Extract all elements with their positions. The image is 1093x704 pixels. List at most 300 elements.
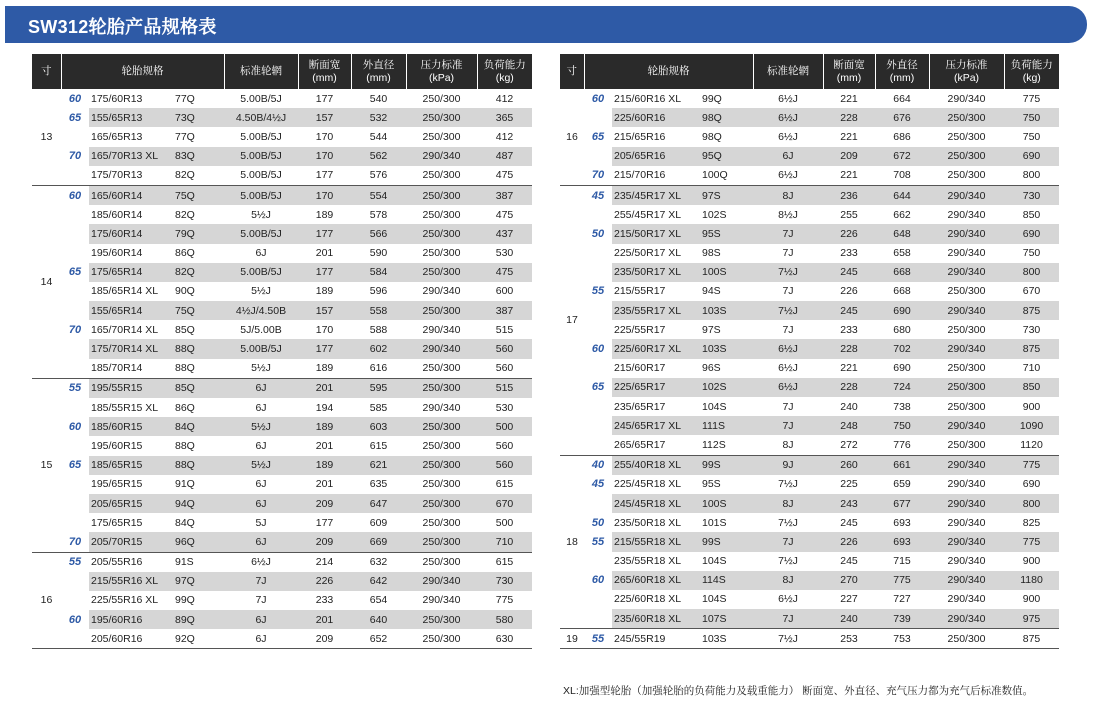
rim-cell: 6½J [778, 169, 798, 182]
outer-diameter-cell: 584 [351, 263, 406, 282]
pressure-cell: 290/340 [929, 224, 1004, 243]
rim-cell: 8J [753, 494, 823, 513]
outer-diameter-cell: 668 [893, 285, 911, 298]
table-row [32, 532, 532, 552]
table-row [560, 205, 1059, 224]
section-width-cell: 226 [298, 572, 351, 591]
table-row [560, 455, 1059, 475]
section-width-cell: 189 [298, 456, 351, 475]
table-row [32, 108, 532, 127]
outer-diameter-cell: 554 [351, 185, 406, 205]
load-index-cell: 98Q [702, 130, 722, 143]
section-width-cell: 209 [823, 147, 875, 166]
section-width-cell: 228 [823, 339, 875, 358]
rim-cell: 5.00B/5J [240, 130, 282, 143]
pressure-cell: 250/300 [929, 378, 1004, 397]
section-width-cell: 177 [298, 263, 351, 282]
load-index-cell: 75Q [175, 185, 224, 205]
pressure-cell: 290/340 [406, 147, 477, 166]
table-row [560, 147, 1059, 166]
load-index-cell: 88Q [175, 362, 195, 375]
load-cell: 560 [495, 439, 514, 452]
table-row [32, 359, 532, 379]
load-cell: 800 [1004, 263, 1059, 282]
outer-diameter-cell: 661 [875, 455, 929, 475]
rim-cell: 7J [782, 285, 794, 298]
pressure-cell: 290/340 [929, 185, 1004, 205]
page-title: SW312轮胎产品规格表 [28, 17, 217, 37]
rim-inch-cell: 13 [32, 89, 61, 185]
pressure-cell: 290/340 [929, 494, 1004, 513]
load-index-cell: 82Q [175, 263, 224, 282]
size-cell: 225/60R18 XL [614, 593, 682, 606]
section-width-cell: 209 [298, 494, 351, 513]
rim-cell: 6J [224, 494, 298, 513]
table-row [32, 205, 532, 224]
size-cell: 185/65R15 [89, 456, 175, 475]
left-spec-table [32, 54, 532, 649]
table-row [560, 552, 1059, 571]
size-cell: 215/60R16 XL [614, 92, 682, 105]
section-width-cell: 189 [315, 285, 334, 298]
size-cell: 165/60R14 [89, 185, 175, 205]
load-index-cell: 91S [175, 552, 224, 572]
section-width-cell: 248 [823, 416, 875, 435]
aspect-series-cell [61, 572, 89, 591]
aspect-series-cell [584, 397, 612, 416]
outer-diameter-cell: 776 [893, 438, 911, 451]
size-cell: 195/55R15 [89, 378, 175, 398]
rim-inch-cell: 19 [560, 629, 584, 649]
rim-cell: 6½J [753, 378, 823, 397]
size-cell: 225/55R17 [614, 323, 666, 336]
load-index-cell: 96Q [175, 532, 224, 552]
aspect-series-cell: 70 [584, 166, 612, 186]
load-cell: 437 [477, 224, 532, 243]
outer-diameter-cell: 562 [351, 147, 406, 166]
table-row [32, 572, 532, 591]
load-cell: 775 [1004, 532, 1059, 551]
load-cell: 412 [495, 130, 514, 143]
load-index-cell: 95Q [702, 147, 753, 166]
load-index-cell: 82Q [175, 169, 195, 182]
load-cell: 800 [1004, 494, 1059, 513]
outer-diameter-cell: 596 [369, 285, 388, 298]
header-outer-diameter: 外直径 (mm) [351, 54, 406, 89]
rim-cell: 8J [753, 571, 823, 590]
section-width-cell: 177 [315, 169, 334, 182]
load-cell: 850 [1022, 208, 1041, 221]
load-index-cell: 99Q [702, 92, 722, 105]
table-row [32, 339, 532, 358]
aspect-series-cell: 65 [584, 127, 612, 146]
rim-cell: 5½J [224, 456, 298, 475]
outer-diameter-cell: 603 [351, 417, 406, 436]
table-row [32, 436, 532, 455]
pressure-cell: 250/300 [422, 516, 461, 529]
aspect-series-cell [584, 244, 612, 263]
aspect-series-cell [61, 494, 89, 513]
outer-diameter-cell: 640 [351, 610, 406, 629]
rim-cell: 7J [753, 224, 823, 243]
load-cell: 560 [495, 362, 514, 375]
table-row [560, 359, 1059, 378]
header-inch: 寸 [32, 54, 61, 89]
load-index-cell: 77Q [175, 130, 195, 143]
header-section-width: 断面宽 (mm) [298, 54, 351, 89]
table-row [32, 378, 532, 398]
rim-cell: 6½J [753, 339, 823, 358]
rim-cell: 6½J [224, 552, 298, 572]
size-cell: 235/55R18 XL [614, 555, 682, 568]
rim-cell: 7J [782, 400, 794, 413]
outer-diameter-cell: 540 [369, 92, 388, 105]
pressure-cell: 290/340 [406, 572, 477, 591]
header-pressure: 压力标准 (kPa) [406, 54, 477, 89]
table-row [560, 263, 1059, 282]
rim-inch-cell: 16 [560, 89, 584, 185]
aspect-series-cell [61, 339, 89, 358]
aspect-series-cell: 65 [61, 263, 89, 282]
load-cell: 580 [477, 610, 532, 629]
section-width-cell: 214 [298, 552, 351, 572]
rim-inch-cell: 16 [32, 552, 61, 649]
load-cell: 775 [1004, 455, 1059, 475]
size-cell: 225/45R18 XL [614, 478, 682, 491]
pressure-cell: 250/300 [406, 494, 477, 513]
section-width-cell: 157 [298, 108, 351, 127]
load-cell: 387 [477, 185, 532, 205]
pressure-cell: 250/300 [929, 629, 1004, 649]
load-index-cell: 95S [702, 478, 721, 491]
aspect-series-cell: 60 [61, 417, 89, 436]
size-cell: 215/60R17 [614, 362, 666, 375]
pressure-cell: 290/340 [947, 555, 986, 568]
pressure-cell: 250/300 [422, 92, 461, 105]
load-index-cell: 97S [702, 185, 753, 205]
pressure-cell: 290/340 [422, 323, 461, 336]
table-row [560, 301, 1059, 320]
size-cell: 175/60R13 [91, 92, 143, 105]
load-index-cell: 88Q [175, 439, 195, 452]
outer-diameter-cell: 724 [875, 378, 929, 397]
header-load: 负荷能力 (kg) [1004, 54, 1059, 89]
table-row [32, 513, 532, 532]
load-cell: 630 [477, 629, 532, 649]
aspect-series-cell: 55 [584, 532, 612, 551]
table-row [560, 339, 1059, 358]
pressure-cell: 290/340 [929, 455, 1004, 475]
table-row [32, 629, 532, 649]
outer-diameter-cell: 662 [893, 208, 911, 221]
load-cell: 475 [495, 169, 514, 182]
load-cell: 412 [495, 92, 514, 105]
pressure-cell: 290/340 [929, 609, 1004, 629]
load-index-cell: 100Q [702, 169, 728, 182]
pressure-cell: 290/340 [422, 285, 461, 298]
size-cell: 185/60R15 [89, 417, 175, 436]
load-cell: 825 [1022, 516, 1041, 529]
load-index-cell: 102S [702, 378, 753, 397]
load-cell: 530 [495, 401, 514, 414]
table-row [560, 127, 1059, 146]
section-width-cell: 272 [840, 438, 858, 451]
pressure-cell: 250/300 [929, 108, 1004, 127]
pressure-cell: 250/300 [406, 629, 477, 649]
section-width-cell: 243 [823, 494, 875, 513]
rim-cell: 7½J [753, 629, 823, 649]
rim-cell: 8J [782, 438, 794, 451]
outer-diameter-cell: 590 [369, 247, 388, 260]
size-cell: 175/70R13 [91, 169, 143, 182]
size-cell: 215/70R16 [614, 169, 666, 182]
size-cell: 265/60R18 XL [612, 571, 702, 590]
pressure-cell: 250/300 [406, 185, 477, 205]
rim-cell: 5.00B/5J [224, 185, 298, 205]
rim-cell: 5.00B/5J [240, 169, 282, 182]
section-width-cell: 260 [823, 455, 875, 475]
section-width-cell: 177 [315, 92, 334, 105]
rim-cell: 7J [753, 416, 823, 435]
load-index-cell: 111S [702, 416, 753, 435]
outer-diameter-cell: 668 [875, 263, 929, 282]
rim-cell: 6J [224, 629, 298, 649]
load-cell: 850 [1004, 378, 1059, 397]
aspect-series-cell [584, 609, 612, 629]
pressure-cell: 290/340 [929, 301, 1004, 320]
load-index-cell: 99Q [175, 594, 195, 607]
aspect-series-cell [584, 320, 612, 339]
load-index-cell: 104S [702, 555, 727, 568]
table-row [32, 610, 532, 629]
pressure-cell: 250/300 [422, 169, 461, 182]
load-cell: 690 [1004, 147, 1059, 166]
outer-diameter-cell: 690 [875, 301, 929, 320]
outer-diameter-cell: 753 [875, 629, 929, 649]
load-index-cell: 103S [702, 301, 753, 320]
pressure-cell: 250/300 [947, 438, 986, 451]
load-index-cell: 84Q [175, 417, 224, 436]
outer-diameter-cell: 672 [875, 147, 929, 166]
rim-cell: 5.00B/5J [224, 339, 298, 358]
load-index-cell: 103S [702, 629, 753, 649]
load-cell: 600 [495, 285, 514, 298]
aspect-series-cell: 65 [584, 378, 612, 397]
rim-cell: 7J [224, 572, 298, 591]
rim-cell: 7½J [778, 478, 798, 491]
table-row [560, 108, 1059, 127]
aspect-series-cell: 45 [584, 185, 612, 205]
aspect-series-cell: 60 [61, 185, 89, 205]
load-cell: 875 [1004, 629, 1059, 649]
pressure-cell: 290/340 [929, 416, 1004, 435]
load-index-cell: 85Q [175, 323, 195, 336]
section-width-cell: 233 [840, 247, 858, 260]
table-row [32, 127, 532, 146]
rim-cell: 7J [782, 247, 794, 260]
size-cell: 195/65R15 [91, 478, 143, 491]
size-cell: 225/50R17 XL [614, 247, 682, 260]
pressure-cell: 250/300 [406, 108, 477, 127]
size-cell: 225/60R17 XL [612, 339, 702, 358]
size-cell: 205/55R16 [89, 552, 175, 572]
aspect-series-cell: 65 [61, 456, 89, 475]
table-row [560, 166, 1059, 186]
size-cell: 245/65R17 XL [612, 416, 702, 435]
rim-cell: 6J [255, 247, 267, 260]
section-width-cell: 228 [823, 378, 875, 397]
pressure-cell: 250/300 [406, 417, 477, 436]
table-row [32, 166, 532, 186]
load-index-cell: 92Q [175, 629, 224, 649]
outer-diameter-cell: 621 [351, 456, 406, 475]
table-row [32, 185, 532, 205]
pressure-cell: 250/300 [422, 478, 461, 491]
rim-cell: 6J [224, 610, 298, 629]
header-outer-diameter: 外直径 (mm) [875, 54, 929, 89]
pressure-cell: 290/340 [947, 516, 986, 529]
aspect-series-cell: 70 [61, 320, 89, 339]
section-width-cell: 221 [840, 362, 858, 375]
aspect-series-cell [584, 263, 612, 282]
aspect-series-cell [61, 224, 89, 243]
rim-cell: 7J [255, 594, 267, 607]
pressure-cell: 250/300 [406, 552, 477, 572]
load-index-cell: 95S [702, 224, 753, 243]
section-width-cell: 225 [840, 478, 858, 491]
rim-cell: 6½J [778, 92, 798, 105]
outer-diameter-cell: 664 [893, 92, 911, 105]
load-index-cell: 89Q [175, 610, 224, 629]
load-index-cell: 85Q [175, 378, 224, 398]
aspect-series-cell [61, 301, 89, 320]
load-cell: 1090 [1004, 416, 1059, 435]
outer-diameter-cell: 677 [875, 494, 929, 513]
outer-diameter-cell: 576 [369, 169, 388, 182]
load-index-cell: 97Q [175, 572, 224, 591]
pressure-cell: 250/300 [422, 362, 461, 375]
pressure-cell: 290/340 [929, 532, 1004, 551]
section-width-cell: 228 [823, 108, 875, 127]
load-cell: 710 [477, 532, 532, 552]
load-cell: 487 [477, 147, 532, 166]
load-index-cell: 94Q [175, 494, 224, 513]
table-row [32, 552, 532, 572]
pressure-cell: 290/340 [406, 339, 477, 358]
rim-cell: 6J [255, 401, 267, 414]
table-row [32, 224, 532, 243]
load-cell: 365 [477, 108, 532, 127]
size-cell: 205/60R16 [89, 629, 175, 649]
aspect-series-cell [61, 398, 89, 417]
title-banner [5, 6, 1087, 43]
outer-diameter-cell: 566 [351, 224, 406, 243]
aspect-series-cell [61, 475, 89, 494]
size-cell: 245/45R18 XL [612, 494, 702, 513]
size-cell: 235/55R17 XL [612, 301, 702, 320]
section-width-cell: 209 [298, 532, 351, 552]
aspect-series-cell: 60 [584, 339, 612, 358]
outer-diameter-cell: 738 [893, 400, 911, 413]
rim-cell: 4½J/4.50B [224, 301, 298, 320]
pressure-cell: 290/340 [422, 401, 461, 414]
pressure-cell: 250/300 [406, 224, 477, 243]
size-cell: 205/65R16 [612, 147, 702, 166]
rim-inch-cell: 15 [32, 378, 61, 552]
table-row [560, 397, 1059, 416]
table-row [560, 244, 1059, 263]
pressure-cell: 250/300 [406, 263, 477, 282]
size-cell: 235/45R17 XL [612, 185, 702, 205]
load-cell: 775 [495, 594, 514, 607]
load-cell: 750 [1004, 108, 1059, 127]
size-cell: 215/65R16 [614, 130, 666, 143]
pressure-cell: 250/300 [929, 147, 1004, 166]
section-width-cell: 240 [840, 400, 858, 413]
section-width-cell: 221 [840, 92, 858, 105]
aspect-series-cell [61, 127, 89, 146]
outer-diameter-cell: 739 [875, 609, 929, 629]
section-width-cell: 201 [315, 478, 334, 491]
aspect-series-cell: 60 [61, 610, 89, 629]
aspect-series-cell [61, 205, 89, 224]
outer-diameter-cell: 588 [369, 323, 388, 336]
section-width-cell: 221 [840, 169, 858, 182]
pressure-cell: 290/340 [947, 593, 986, 606]
header-tire-spec: 轮胎规格 [584, 54, 753, 89]
size-cell: 155/65R13 [89, 108, 175, 127]
section-width-cell: 255 [840, 208, 858, 221]
section-width-cell: 233 [840, 323, 858, 336]
aspect-series-cell: 40 [584, 455, 612, 475]
rim-inch-cell: 14 [32, 185, 61, 378]
aspect-series-cell: 55 [61, 552, 89, 572]
load-index-cell: 101S [702, 516, 727, 529]
load-cell: 710 [1022, 362, 1041, 375]
size-cell: 185/70R14 [91, 362, 143, 375]
table-row [560, 185, 1059, 205]
outer-diameter-cell: 595 [351, 378, 406, 398]
pressure-cell: 250/300 [406, 532, 477, 552]
table-row [32, 263, 532, 282]
size-cell: 215/55R16 XL [89, 572, 175, 591]
pressure-cell: 250/300 [406, 378, 477, 398]
rim-cell: 7J [782, 323, 794, 336]
pressure-cell: 250/300 [422, 247, 461, 260]
table-row [32, 320, 532, 339]
table-row [32, 301, 532, 320]
size-cell: 175/60R14 [89, 224, 175, 243]
size-cell: 185/55R15 XL [91, 401, 159, 414]
load-cell: 515 [477, 378, 532, 398]
section-width-cell: 221 [840, 130, 858, 143]
load-index-cell: 91Q [175, 478, 195, 491]
load-index-cell: 73Q [175, 108, 224, 127]
table-row [32, 282, 532, 301]
load-cell: 500 [477, 417, 532, 436]
rim-cell: 6½J [778, 130, 798, 143]
size-cell: 205/70R15 [89, 532, 175, 552]
load-index-cell: 84Q [175, 516, 195, 529]
size-cell: 225/55R16 XL [91, 594, 159, 607]
section-width-cell: 189 [315, 208, 334, 221]
load-index-cell: 99S [702, 455, 753, 475]
outer-diameter-cell: 609 [369, 516, 388, 529]
section-width-cell: 177 [298, 224, 351, 243]
load-index-cell: 103S [702, 339, 753, 358]
pressure-cell: 290/340 [929, 339, 1004, 358]
table-row [560, 513, 1059, 532]
